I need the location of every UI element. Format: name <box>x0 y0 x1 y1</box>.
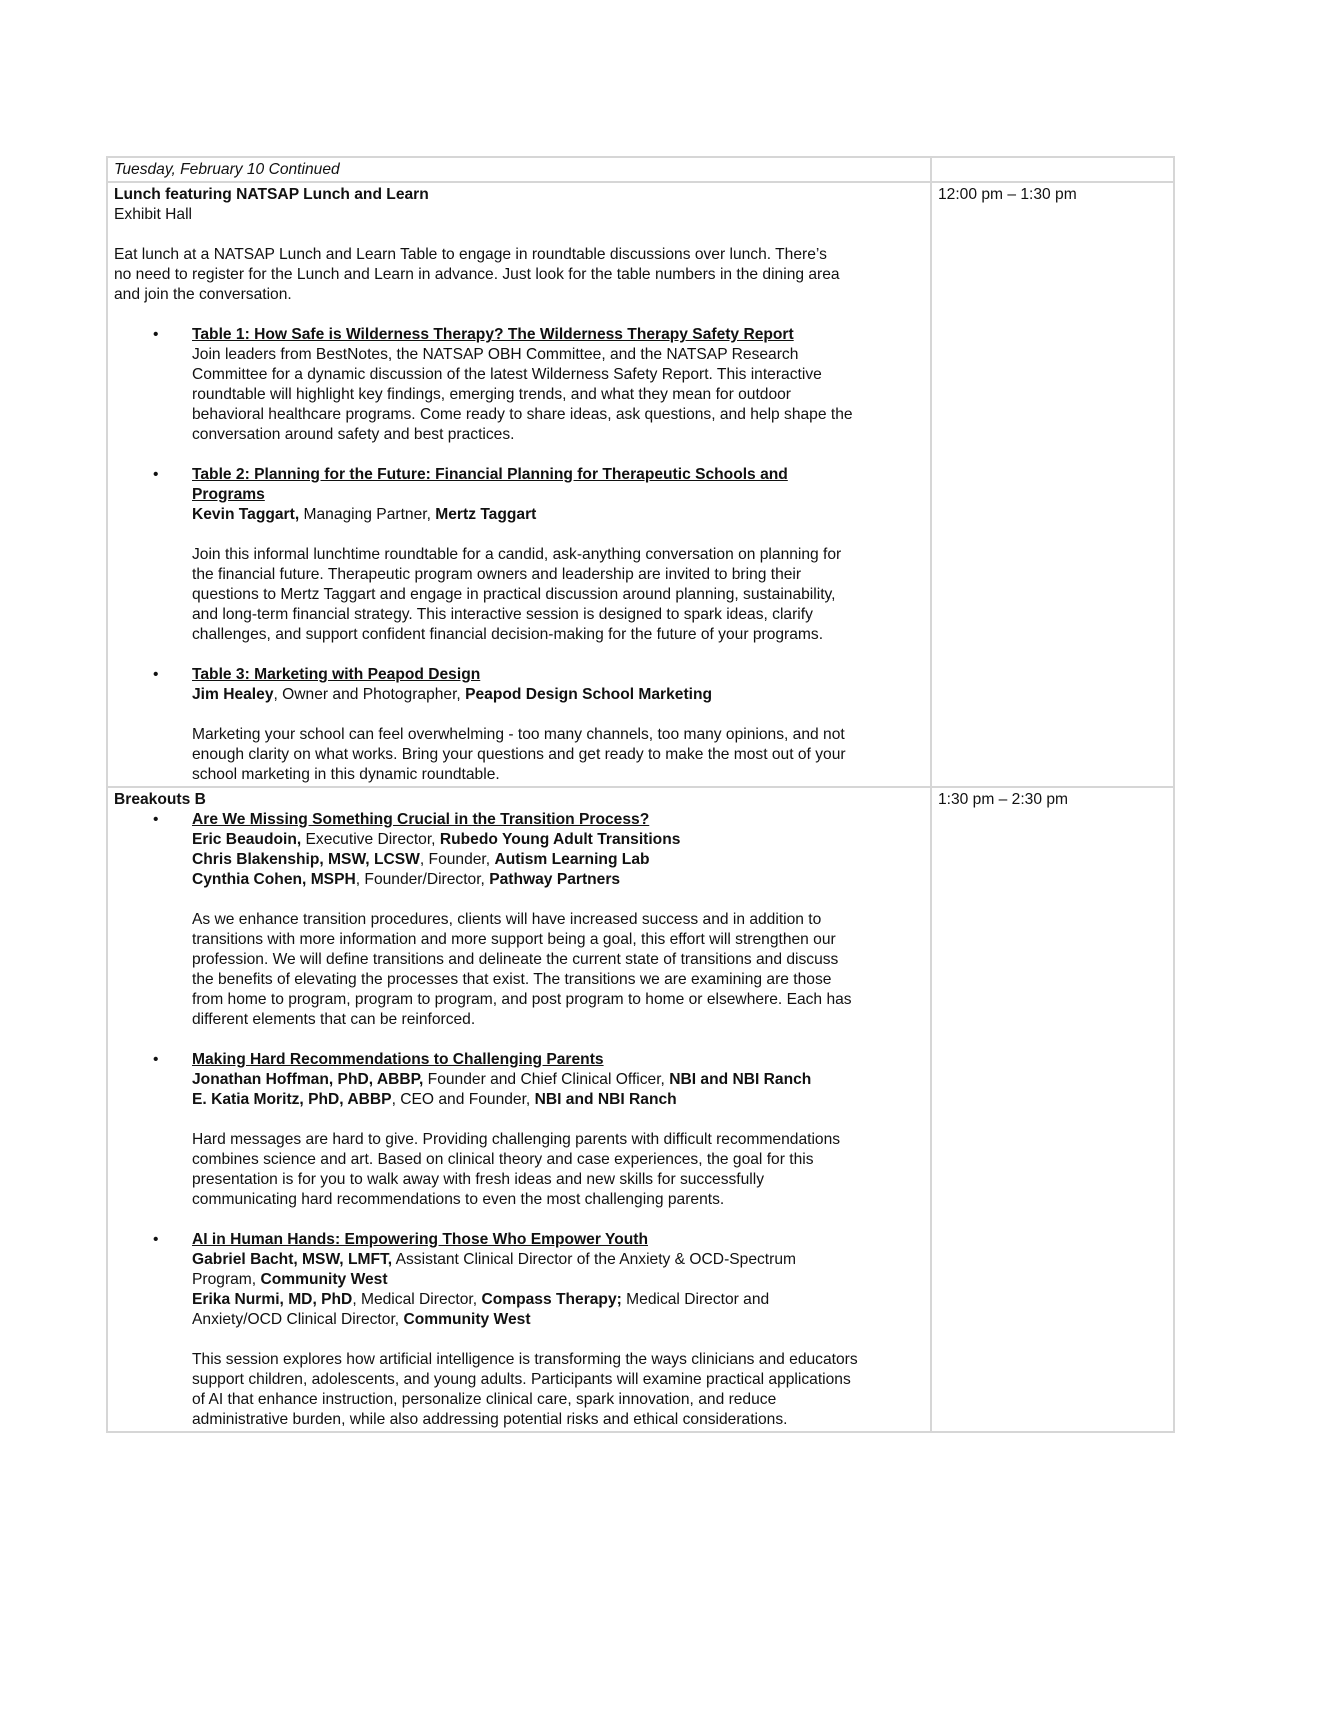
speaker-org: Rubedo Young Adult Transitions <box>439 831 681 848</box>
session-3-title: AI in Human Hands: Empowering Those Who Empower Youth <box>192 1231 648 1248</box>
header-date-cell <box>108 158 932 181</box>
table-1-title: Table 1: How Safe is Wilderness Therapy? The Wilderness Therapy Safety Report <box>192 326 794 343</box>
speaker-line <box>192 1070 924 1090</box>
speaker-line <box>192 830 924 850</box>
speaker-name: Cynthia Cohen, MSPH <box>192 871 356 888</box>
speaker-org: NBI and NBI Ranch <box>534 1091 677 1108</box>
table-2-title: Table 2: Planning for the Future: Financial Planning for Therapeutic Schools and <box>192 466 788 483</box>
speaker-org: Pathway Partners <box>489 871 621 888</box>
desc-line: administrative burden, while also addressing potential risks and ethical considerations. <box>192 1411 788 1428</box>
speaker-line <box>192 1310 924 1330</box>
speaker-role: Anxiety/OCD Clinical Director, <box>192 1311 404 1328</box>
desc-line: conversation around safety and best practices. <box>192 426 515 443</box>
lunch-table-list <box>114 325 924 785</box>
speaker-name: Kevin Taggart, <box>192 506 300 523</box>
speaker-org: Peapod Design School Marketing <box>465 686 713 703</box>
speaker-org: NBI and NBI Ranch <box>669 1071 812 1088</box>
desc-line: enough clarity on what works. Bring your questions and get ready to make the most out of your <box>192 746 846 763</box>
lunch-location: Exhibit Hall <box>114 206 192 223</box>
desc-line: As we enhance transition procedures, clients will have increased success and in addition to <box>192 911 822 928</box>
table-2-title: Programs <box>192 486 265 503</box>
lunch-intro-line: no need to register for the Lunch and Learn in advance. Just look for the table numbers in the dining area <box>114 266 840 283</box>
breakouts-time: 1:30 pm – 2:30 pm <box>938 791 1069 808</box>
speaker-role: Founder and Chief Clinical Officer, <box>423 1071 670 1088</box>
desc-line: challenges, and support confident financial decision-making for the future of your programs. <box>192 626 824 643</box>
desc-line: combines science and art. Based on clinical theory and case experiences, the goal for this <box>192 1151 814 1168</box>
speaker-role: , Founder/Director, <box>355 871 490 888</box>
lunch-time-cell <box>932 183 1173 786</box>
desc-line: support children, adolescents, and young adults. Participants will examine practical applications <box>192 1371 851 1388</box>
speaker-line <box>192 685 924 705</box>
speaker-credentials: , PhD, ABBP, <box>328 1071 424 1088</box>
desc-line: transitions with more information and more support being a goal, this effort will strengthen our <box>192 931 836 948</box>
speaker-name: Jim Healey <box>192 686 274 703</box>
desc-line: questions to Mertz Taggart and engage in practical discussion around planning, sustainability, <box>192 586 836 603</box>
lunch-content-cell <box>108 183 932 786</box>
bullet-icon: • <box>153 666 159 683</box>
bullet-icon: • <box>153 1051 159 1068</box>
speaker-name: Gabriel Bacht, MSW, LMFT, <box>192 1251 393 1268</box>
desc-line: Committee for a dynamic discussion of the latest Wilderness Safety Report. This interactive <box>192 366 822 383</box>
list-item <box>114 665 924 785</box>
breakouts-title: Breakouts B <box>114 791 206 808</box>
breakout-list <box>114 810 924 1430</box>
desc-line: profession. We will define transitions and delineate the current state of transitions and discuss <box>192 951 839 968</box>
speaker-line <box>192 1090 924 1110</box>
breakouts-time-cell <box>932 788 1173 1431</box>
breakouts-row <box>108 788 1173 1431</box>
speaker-name: Chris Blakenship, MSW, LCSW <box>192 851 420 868</box>
speaker-role: , CEO and Founder, <box>391 1091 535 1108</box>
speaker-line <box>192 1270 924 1290</box>
schedule-table <box>106 156 1175 1433</box>
speaker-org: Community West <box>260 1271 388 1288</box>
desc-line: school marketing in this dynamic roundtable. <box>192 766 500 783</box>
speaker-role: Managing Partner, <box>299 506 436 523</box>
speaker-line <box>192 870 924 890</box>
speaker-role: Assistant Clinical Director of the Anxiety & OCD-Spectrum <box>392 1251 796 1268</box>
bullet-icon: • <box>153 326 159 343</box>
desc-line: the financial future. Therapeutic program owners and leadership are invited to bring their <box>192 566 802 583</box>
header-time-cell <box>932 158 1173 181</box>
speaker-role: Medical Director and <box>621 1291 770 1308</box>
list-item <box>114 810 924 1050</box>
desc-line: behavioral healthcare programs. Come ready to share ideas, ask questions, and help shape the <box>192 406 853 423</box>
speaker-name: Eric Beaudoin, <box>192 831 302 848</box>
speaker-role: Program, <box>192 1271 261 1288</box>
speaker-role: , Founder, <box>419 851 495 868</box>
desc-line: roundtable will highlight key findings, emerging trends, and what they mean for outdoor <box>192 386 791 403</box>
speaker-line <box>192 1250 924 1270</box>
speaker-name: E. Katia Moritz, PhD, ABBP <box>192 1091 392 1108</box>
desc-line: the benefits of elevating the processes that exist. The transitions we are examining are those <box>192 971 832 988</box>
bullet-icon: • <box>153 1231 159 1248</box>
desc-line: presentation is for you to walk away with fresh ideas and new skills for successfully <box>192 1171 765 1188</box>
desc-line: from home to program, program to program, and post program to home or elsewhere. Each has <box>192 991 852 1008</box>
speaker-org: Compass Therapy; <box>481 1291 622 1308</box>
list-item <box>114 1050 924 1230</box>
speaker-role: , Owner and Photographer, <box>273 686 466 703</box>
lunch-intro-line: and join the conversation. <box>114 286 292 303</box>
header-row <box>108 158 1173 183</box>
table-3-title: Table 3: Marketing with Peapod Design <box>192 666 481 683</box>
speaker-org: Autism Learning Lab <box>494 851 650 868</box>
speaker-name: Jonathan Hoffman <box>192 1071 329 1088</box>
session-2-title: Making Hard Recommendations to Challenging Parents <box>192 1051 604 1068</box>
desc-line: This session explores how artificial intelligence is transforming the ways clinicians and educators <box>192 1351 858 1368</box>
desc-line: Join this informal lunchtime roundtable for a candid, ask-anything conversation on planning for <box>192 546 842 563</box>
desc-line: Hard messages are hard to give. Providing challenging parents with difficult recommendations <box>192 1131 841 1148</box>
speaker-line <box>192 1290 924 1310</box>
list-item <box>114 1230 924 1430</box>
bullet-icon: • <box>153 466 159 483</box>
speaker-role: Executive Director, <box>301 831 440 848</box>
desc-line: communicating hard recommendations to even the most challenging parents. <box>192 1191 725 1208</box>
lunch-intro-line: Eat lunch at a NATSAP Lunch and Learn Table to engage in roundtable discussions over lunch. There’s <box>114 246 827 263</box>
speaker-org: Mertz Taggart <box>435 506 537 523</box>
breakouts-content-cell <box>108 788 932 1431</box>
speaker-org: Community West <box>403 1311 531 1328</box>
desc-line: different elements that can be reinforced. <box>192 1011 476 1028</box>
speaker-line <box>192 505 924 525</box>
desc-line: and long-term financial strategy. This interactive session is designed to spark ideas, clarify <box>192 606 813 623</box>
list-item <box>114 465 924 665</box>
desc-line: Join leaders from BestNotes, the NATSAP OBH Committee, and the NATSAP Research <box>192 346 799 363</box>
date-heading: Tuesday, February 10 Continued <box>114 161 340 178</box>
list-item <box>114 325 924 465</box>
lunch-row <box>108 183 1173 788</box>
bullet-icon: • <box>153 811 159 828</box>
lunch-title: Lunch featuring NATSAP Lunch and Learn <box>114 186 429 203</box>
speaker-name: Erika Nurmi, MD, PhD <box>192 1291 353 1308</box>
lunch-time: 12:00 pm – 1:30 pm <box>938 186 1077 203</box>
desc-line: of AI that enhance instruction, personalize clinical care, spark innovation, and reduce <box>192 1391 777 1408</box>
desc-line: Marketing your school can feel overwhelming - too many channels, too many opinions, and not <box>192 726 845 743</box>
speaker-line <box>192 850 924 870</box>
speaker-role: , Medical Director, <box>352 1291 482 1308</box>
session-1-title: Are We Missing Something Crucial in the Transition Process? <box>192 811 650 828</box>
